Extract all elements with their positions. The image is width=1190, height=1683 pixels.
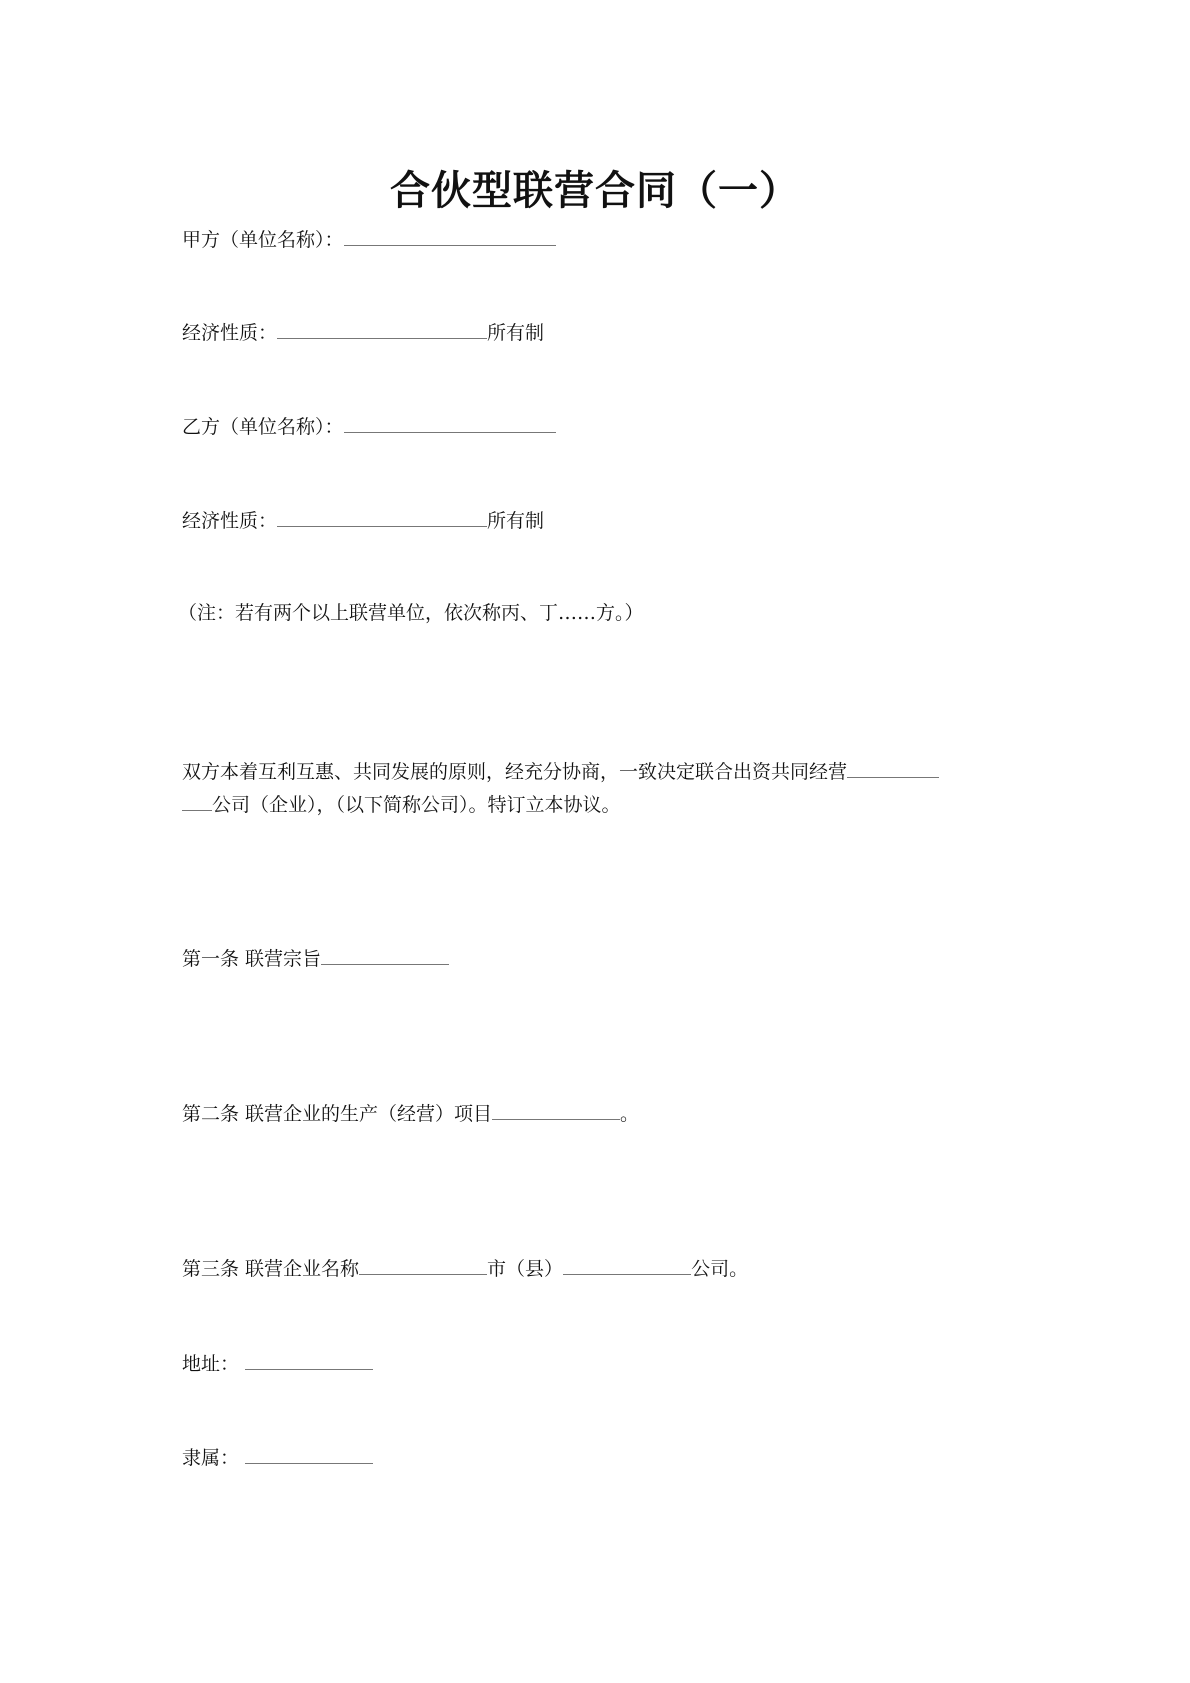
article-2-field[interactable] [492, 1099, 620, 1120]
address-line [182, 1349, 373, 1377]
article-2-label: 第二条 联营企业的生产（经营）项目 [182, 1103, 493, 1125]
article-1-line [182, 944, 449, 972]
party-b-field[interactable] [344, 412, 556, 433]
preamble-company-field[interactable] [847, 757, 939, 778]
article-3-line [182, 1254, 748, 1282]
article-2-suffix: 。 [620, 1103, 640, 1125]
article-3-label: 第三条 联营企业名称 [182, 1258, 360, 1280]
address-field[interactable] [245, 1349, 373, 1370]
party-b-label: 乙方（单位名称）： [182, 416, 344, 438]
party-a-label: 甲方（单位名称）： [182, 229, 344, 251]
party-b-nature-line [182, 506, 544, 534]
affiliation-line [182, 1443, 373, 1471]
party-b-line [182, 412, 556, 440]
party-a-nature-line [182, 318, 544, 346]
party-b-nature-label: 经济性质： [182, 510, 278, 532]
preamble-line-1 [182, 757, 939, 785]
preamble-text: 双方本着互利互惠、共同发展的原则，经充分协商，一致决定联合出资共同经营 [182, 761, 848, 783]
article-1-label: 第一条 联营宗旨 [182, 948, 322, 970]
party-a-nature-suffix: 所有制 [487, 322, 545, 344]
party-a-nature-field[interactable] [277, 318, 487, 339]
article-3-suffix: 公司。 [691, 1258, 749, 1280]
party-a-line [182, 225, 556, 253]
affiliation-label: 隶属： [182, 1447, 240, 1469]
preamble-suffix: 公司（企业），（以下简称公司）。特订立本协议。 [212, 794, 621, 816]
article-1-field[interactable] [321, 944, 449, 965]
article-2-line [182, 1099, 639, 1127]
preamble-company-field-cont[interactable] [182, 790, 212, 811]
preamble-line-2 [182, 790, 621, 818]
affiliation-field[interactable] [245, 1443, 373, 1464]
party-a-nature-label: 经济性质： [182, 322, 278, 344]
note-text: （注：若有两个以上联营单位，依次称丙、丁……方。） [178, 602, 644, 624]
party-a-field[interactable] [344, 225, 556, 246]
party-b-nature-suffix: 所有制 [487, 510, 545, 532]
article-3-mid: 市（县） [487, 1258, 564, 1280]
article-3-company-field[interactable] [563, 1254, 691, 1275]
party-b-nature-field[interactable] [277, 506, 487, 527]
address-label: 地址： [182, 1353, 240, 1375]
document-title: 合伙型联营合同（一） [390, 168, 800, 214]
article-3-city-field[interactable] [359, 1254, 487, 1275]
